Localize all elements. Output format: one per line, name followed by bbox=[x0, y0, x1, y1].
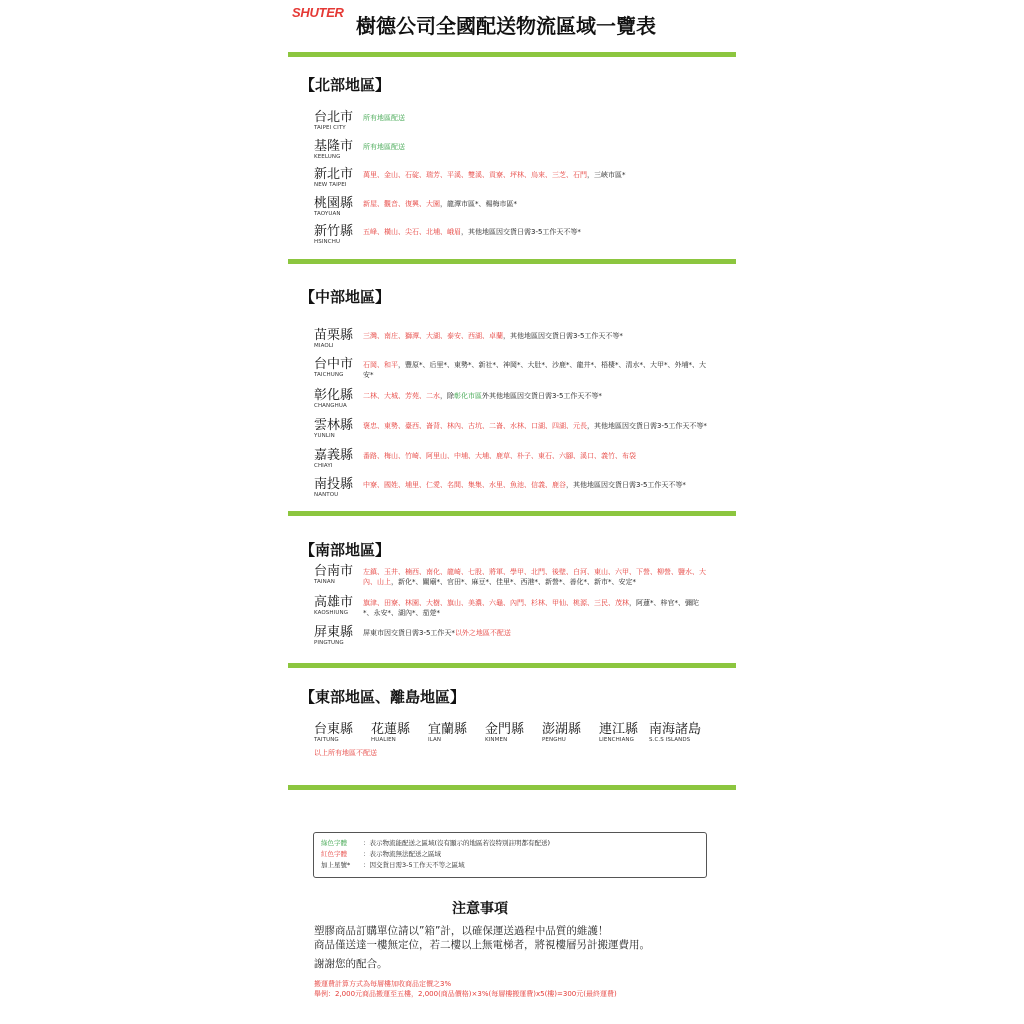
city-entry bbox=[599, 722, 638, 744]
city-name-en: LIENCHIANG bbox=[599, 737, 635, 743]
city-name: 桃園縣 bbox=[314, 196, 354, 211]
divider-bar bbox=[288, 52, 736, 57]
legend-key-green: 綠色字體 bbox=[321, 839, 347, 847]
city-entry bbox=[314, 625, 362, 647]
delivery-areas-ok: 所有地區配送 bbox=[363, 143, 405, 151]
city-entry bbox=[542, 722, 581, 744]
legend-desc: ：因交貨日需3-5工作天不等之區域 bbox=[363, 861, 465, 869]
delivery-areas bbox=[363, 392, 708, 402]
delivery-areas bbox=[363, 452, 708, 462]
legend-row bbox=[321, 861, 465, 870]
city-name: 澎湖縣 bbox=[542, 722, 582, 737]
city-name: 連江縣 bbox=[599, 722, 639, 737]
delivery-areas bbox=[363, 361, 708, 380]
no-delivery-areas: 旗津、田寮、林園、大樹、旗山、美濃、六龜、內門、杉林、甲仙、桃源、三民、茂林 bbox=[363, 599, 629, 607]
region-heading-central: 【中部地區】 bbox=[300, 288, 391, 306]
delivery-areas bbox=[363, 481, 708, 491]
city-name-en: HUALIEN bbox=[371, 737, 396, 743]
city-name-en: NEW TAIPEI bbox=[314, 182, 347, 188]
city-entry bbox=[314, 722, 353, 744]
city-name-en: KINMEN bbox=[485, 737, 508, 743]
delivery-areas bbox=[363, 332, 708, 342]
fee-example: 舉例：2,000元商品搬運至五樓，2,000(商品價格)×3%(每層樓搬運費)x5(樓)=300元(最終運費) bbox=[314, 990, 617, 998]
city-name: 宜蘭縣 bbox=[428, 722, 468, 737]
delayed-areas: ，除 bbox=[440, 392, 454, 400]
delayed-areas: ，其他地區因交貨日需3-5工作天不等* bbox=[503, 332, 623, 340]
city-name: 花蓮縣 bbox=[371, 722, 411, 737]
shuter-logo: SHUTER bbox=[292, 5, 344, 20]
delivery-areas-ok: 彰化市區 bbox=[454, 392, 482, 400]
delivery-areas bbox=[363, 599, 708, 618]
city-name: 嘉義縣 bbox=[314, 448, 354, 463]
city-entry bbox=[314, 418, 362, 440]
divider-bar bbox=[288, 259, 736, 264]
city-name: 南海諸島 bbox=[649, 722, 702, 737]
city-name-en: KAOSHIUNG bbox=[314, 610, 349, 616]
delivery-areas bbox=[363, 629, 708, 639]
city-name: 高雄市 bbox=[314, 595, 354, 610]
city-name-en: MIAOLI bbox=[314, 343, 334, 349]
delayed-areas: ，龍潭市區*、楊梅市區* bbox=[440, 200, 517, 208]
no-delivery-areas: 石岡、和平 bbox=[363, 361, 398, 369]
divider-bar bbox=[288, 663, 736, 668]
city-name-en: TAICHUNG bbox=[314, 372, 344, 378]
city-name: 台東縣 bbox=[314, 722, 354, 737]
legend-row bbox=[321, 839, 550, 848]
delivery-areas bbox=[363, 568, 708, 587]
no-delivery-areas: 萬里、金山、石碇、瑞芳、平溪、雙溪、貢寮、坪林、烏來、三芝、石門 bbox=[363, 171, 587, 179]
page-title: 樹德公司全國配送物流區域一覽表 bbox=[356, 14, 656, 38]
city-name: 金門縣 bbox=[485, 722, 525, 737]
city-entry bbox=[314, 388, 362, 410]
city-name-en: ILAN bbox=[428, 737, 442, 743]
no-delivery-areas: 左鎮、玉井、楠西、南化、龍崎、七股、將軍、學甲、北門、後壁、白河、東山、六甲、下營、柳營、鹽水、大內、山上 bbox=[363, 568, 706, 586]
city-name-en: NANTOU bbox=[314, 492, 339, 498]
delayed-areas: ，其他地區因交貨日需3-5工作天不等* bbox=[587, 422, 707, 430]
no-delivery-areas: 褒忠、東勢、臺西、崙背、林內、古坑、二崙、水林、口湖、四湖、元長 bbox=[363, 422, 587, 430]
city-entry bbox=[314, 196, 362, 218]
city-entry bbox=[371, 722, 410, 744]
city-name: 屏東縣 bbox=[314, 625, 354, 640]
city-name-en: PENGHU bbox=[542, 737, 566, 743]
region-heading-north: 【北部地區】 bbox=[300, 76, 391, 94]
delayed-areas: ，其他地區因交貨日需3-5工作天不等* bbox=[566, 481, 686, 489]
city-name-en: TAINAN bbox=[314, 579, 335, 585]
city-name-en: HSINCHU bbox=[314, 239, 341, 245]
legend-desc: ：表示物流無法配送之區域 bbox=[363, 850, 441, 858]
region-heading-south: 【南部地區】 bbox=[300, 541, 391, 559]
delayed-areas: ，豐原*、后里*、東勢*、新社*、神岡*、大肚*、沙鹿*、龍井*、梧棲*、清水*、大甲*、外埔*、大安* bbox=[363, 361, 706, 379]
delivery-areas bbox=[363, 228, 708, 238]
city-name-en: TAOYUAN bbox=[314, 211, 341, 217]
city-entry bbox=[314, 110, 362, 132]
city-entry bbox=[314, 357, 362, 379]
delayed-areas: ，其他地區因交貨日需3-5工作天不等* bbox=[461, 228, 581, 236]
city-name-en: CHIAYI bbox=[314, 463, 333, 469]
divider-bar bbox=[288, 785, 736, 790]
notice-line: 商品僅送達一樓無定位，若二樓以上無電梯者，將視樓層另計搬運費用。 bbox=[314, 939, 650, 951]
divider-bar bbox=[288, 511, 736, 516]
city-entry bbox=[485, 722, 524, 744]
delivery-areas bbox=[363, 143, 708, 153]
city-name: 苗栗縣 bbox=[314, 328, 354, 343]
delayed-areas: ，新化*、關廟*、官田*、麻豆*、佳里*、西港*、新營*、善化*、新市*、安定* bbox=[391, 577, 636, 586]
city-name: 新竹縣 bbox=[314, 224, 354, 239]
city-entry bbox=[314, 167, 362, 189]
legend-key-star: 加上星號* bbox=[321, 861, 351, 869]
no-delivery-areas: 中寮、國姓、埔里、仁愛、名間、集集、水里、魚池、信義、鹿谷 bbox=[363, 481, 566, 489]
city-name: 台南市 bbox=[314, 564, 354, 579]
legend-desc: ：表示物流能配送之區域(沒有顯示的地區若沒特別註明都有配送) bbox=[363, 839, 551, 847]
no-delivery-areas: 番路、梅山、竹崎、阿里山、中埔、大埔、鹿草、朴子、東石、六腳、溪口、義竹、布袋 bbox=[363, 452, 636, 460]
city-entry bbox=[649, 722, 701, 744]
city-name-en: TAITUNG bbox=[314, 737, 339, 743]
delivery-areas bbox=[363, 171, 708, 181]
city-name-en: PINGTUNG bbox=[314, 640, 344, 646]
city-name: 雲林縣 bbox=[314, 418, 354, 433]
city-entry bbox=[314, 477, 362, 499]
delivery-areas bbox=[363, 114, 708, 124]
city-name: 南投縣 bbox=[314, 477, 354, 492]
city-name: 基隆市 bbox=[314, 139, 354, 154]
city-entry bbox=[314, 564, 362, 586]
legend-box bbox=[313, 832, 707, 878]
city-name: 彰化縣 bbox=[314, 388, 354, 403]
city-name: 新北市 bbox=[314, 167, 354, 182]
no-delivery-areas: 五峰、橫山、尖石、北埔、峨眉 bbox=[363, 228, 461, 236]
city-name-en: TAIPEI CITY bbox=[314, 125, 346, 131]
no-delivery-areas: 三灣、南庄、獅潭、大湖、泰安、西湖、卓蘭 bbox=[363, 332, 503, 340]
delayed-areas: 屏東市因交貨日需3-5工作天* bbox=[363, 629, 455, 637]
delayed-areas: ，三峽市區* bbox=[587, 171, 626, 179]
city-entry bbox=[314, 595, 362, 617]
legend-key-red: 紅色字體 bbox=[321, 850, 347, 858]
city-name-en: KEELUNG bbox=[314, 154, 341, 160]
city-name-en: CHANGHUA bbox=[314, 403, 347, 409]
notice-thanks: 謝謝您的配合。 bbox=[314, 958, 388, 970]
delayed-areas: ，阿蓮*、梓官*、彌陀*、永安*、湖內*、茄萣* bbox=[363, 599, 699, 617]
notice-line: 塑膠商品訂購單位請以”箱”計，以確保運送過程中品質的維護！ bbox=[314, 925, 609, 937]
notice-title: 注意事項 bbox=[452, 901, 508, 917]
no-delivery-areas: 新屋、觀音、復興、大園 bbox=[363, 200, 440, 208]
delivery-areas bbox=[363, 422, 708, 432]
city-entry bbox=[314, 224, 362, 246]
fee-rule: 搬運費計算方式為每層樓加收商品定價之3% bbox=[314, 980, 452, 988]
city-name: 台中市 bbox=[314, 357, 354, 372]
legend-row bbox=[321, 850, 441, 859]
city-entry bbox=[428, 722, 467, 744]
city-name: 台北市 bbox=[314, 110, 354, 125]
city-entry bbox=[314, 139, 362, 161]
city-name-en: S.C.S ISLANDS bbox=[649, 737, 691, 743]
delivery-areas-ok: 所有地區配送 bbox=[363, 114, 405, 122]
city-entry bbox=[314, 448, 362, 470]
region-heading-east: 【東部地區、離島地區】 bbox=[300, 688, 466, 706]
delayed-areas: 外其他地區因交貨日需3-5工作天不等* bbox=[482, 392, 602, 400]
no-delivery-areas: 以外之地區不配送 bbox=[454, 629, 511, 637]
east-no-delivery-note: 以上所有地區不配送 bbox=[314, 749, 377, 757]
city-entry bbox=[314, 328, 362, 350]
delivery-areas bbox=[363, 200, 708, 210]
city-name-en: YUNLIN bbox=[314, 433, 335, 439]
no-delivery-areas: 二林、大城、芳苑、二水 bbox=[363, 392, 440, 400]
